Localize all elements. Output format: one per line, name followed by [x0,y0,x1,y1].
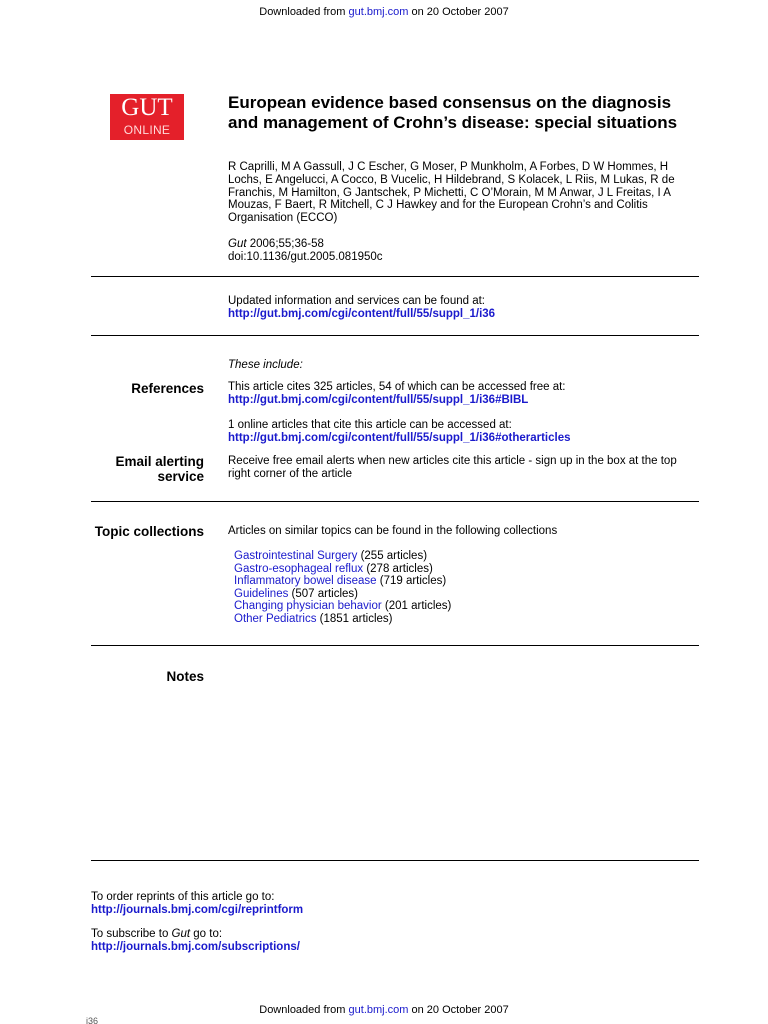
article-title: European evidence based consensus on the diagnosis and management of Crohn’s disease: special situations [228,93,678,132]
download-site-link-top[interactable]: gut.bmj.com [348,6,409,18]
journal-name: Gut [228,238,247,250]
gut-online-logo[interactable] [110,94,184,140]
subscribe-link[interactable]: http://journals.bmj.com/subscriptions/ [91,940,300,953]
topic-link[interactable]: Gastro-esophageal reflux [234,562,364,575]
references-section [228,381,700,407]
divider [91,276,699,277]
list-item: Changing physician behavior (201 articles) [234,600,452,613]
topic-link[interactable]: Inflammatory bowel disease [234,575,377,588]
divider [91,645,699,646]
journal-name: Gut [171,928,191,940]
topic-collections-text: Articles on similar topics can be found in the following collections [228,525,558,537]
updated-info-text: Updated information and services can be found at: [228,295,485,307]
reprints-link[interactable]: http://journals.bmj.com/cgi/reprintform [91,903,304,916]
list-item: Gastro-esophageal reflux (278 articles) [234,562,433,575]
topic-link[interactable]: Gastrointestinal Surgery [234,550,358,562]
topic-link[interactable]: Changing physician behavior [234,600,382,613]
online-citations-section [228,419,700,445]
article-citation [228,238,383,264]
reprints-text: To order reprints of this article go to: [91,891,275,903]
topic-collections-list [234,550,451,626]
topic-link[interactable]: Guidelines [234,587,289,600]
divider [91,335,699,336]
notes-label: Notes [166,669,204,684]
these-include: These include: [228,359,303,371]
reprints-section [91,891,303,917]
references-text: This article cites 325 articles, 54 of which can be accessed free at: [228,381,566,393]
online-citations-text: 1 online articles that cite this article can be accessed at: [228,419,512,431]
references-link[interactable]: http://gut.bmj.com/cgi/content/full/55/suppl_1/i36#BIBL [228,393,529,406]
page-number: i36 [86,1016,99,1024]
topic-link[interactable]: Other Pediatrics [234,612,317,625]
list-item: Inflammatory bowel disease (719 articles) [234,575,447,588]
article-doi: doi:10.1136/gut.2005.081950c [228,250,383,263]
updated-info [228,295,700,321]
list-item: Other Pediatrics (1851 articles) [234,612,393,625]
logo-text-gut: GUT [121,94,173,121]
download-note-bottom: Downloaded from gut.bmj.com on 20 October 2007 [259,1004,509,1016]
download-site-link-bottom[interactable]: gut.bmj.com [348,1004,409,1016]
email-alerting-text: Receive free email alerts when new articles cite this article - sign up in the box at the top right corner of the article [228,455,677,480]
online-citations-link[interactable]: http://gut.bmj.com/cgi/content/full/55/suppl_1/i36#otherarticles [228,431,571,444]
updated-info-link[interactable]: http://gut.bmj.com/cgi/content/full/55/suppl_1/i36 [228,307,496,320]
citation-details: 2006;55;36-58 [246,238,324,250]
list-item: Guidelines (507 articles) [234,587,359,600]
divider [91,860,699,861]
divider [91,501,699,502]
list-item: Gastrointestinal Surgery (255 articles) [234,550,428,562]
subscribe-section: To subscribe to Gut go to: http://journals.bmj.com/subscriptions/ [91,928,300,953]
references-label: References [131,381,204,396]
logo-text-online: ONLINE [123,123,171,137]
download-note-top: Downloaded from gut.bmj.com on 20 October 2007 [259,6,509,18]
article-authors: R Caprilli, M A Gassull, J C Escher, G Moser, P Munkholm, A Forbes, D W Hommes, H Lochs, E Angelucci, A Cocco, B Vucelic, H Hildebrand, S Kolacek, L Riis, M Lukas, R de Franchis, M Hamilton, G Jantschek, P Michetti, C O’Morain, M M Anwar, J L Freitas, I A Mouzas, F Baert, R Mitchell, C J Hawkey and for the European Crohn’s and Colitis Organisation (ECCO) [228,161,675,225]
email-alerting-label: Email alerting service [115,454,204,484]
topic-collections-label: Topic collections [94,524,204,539]
